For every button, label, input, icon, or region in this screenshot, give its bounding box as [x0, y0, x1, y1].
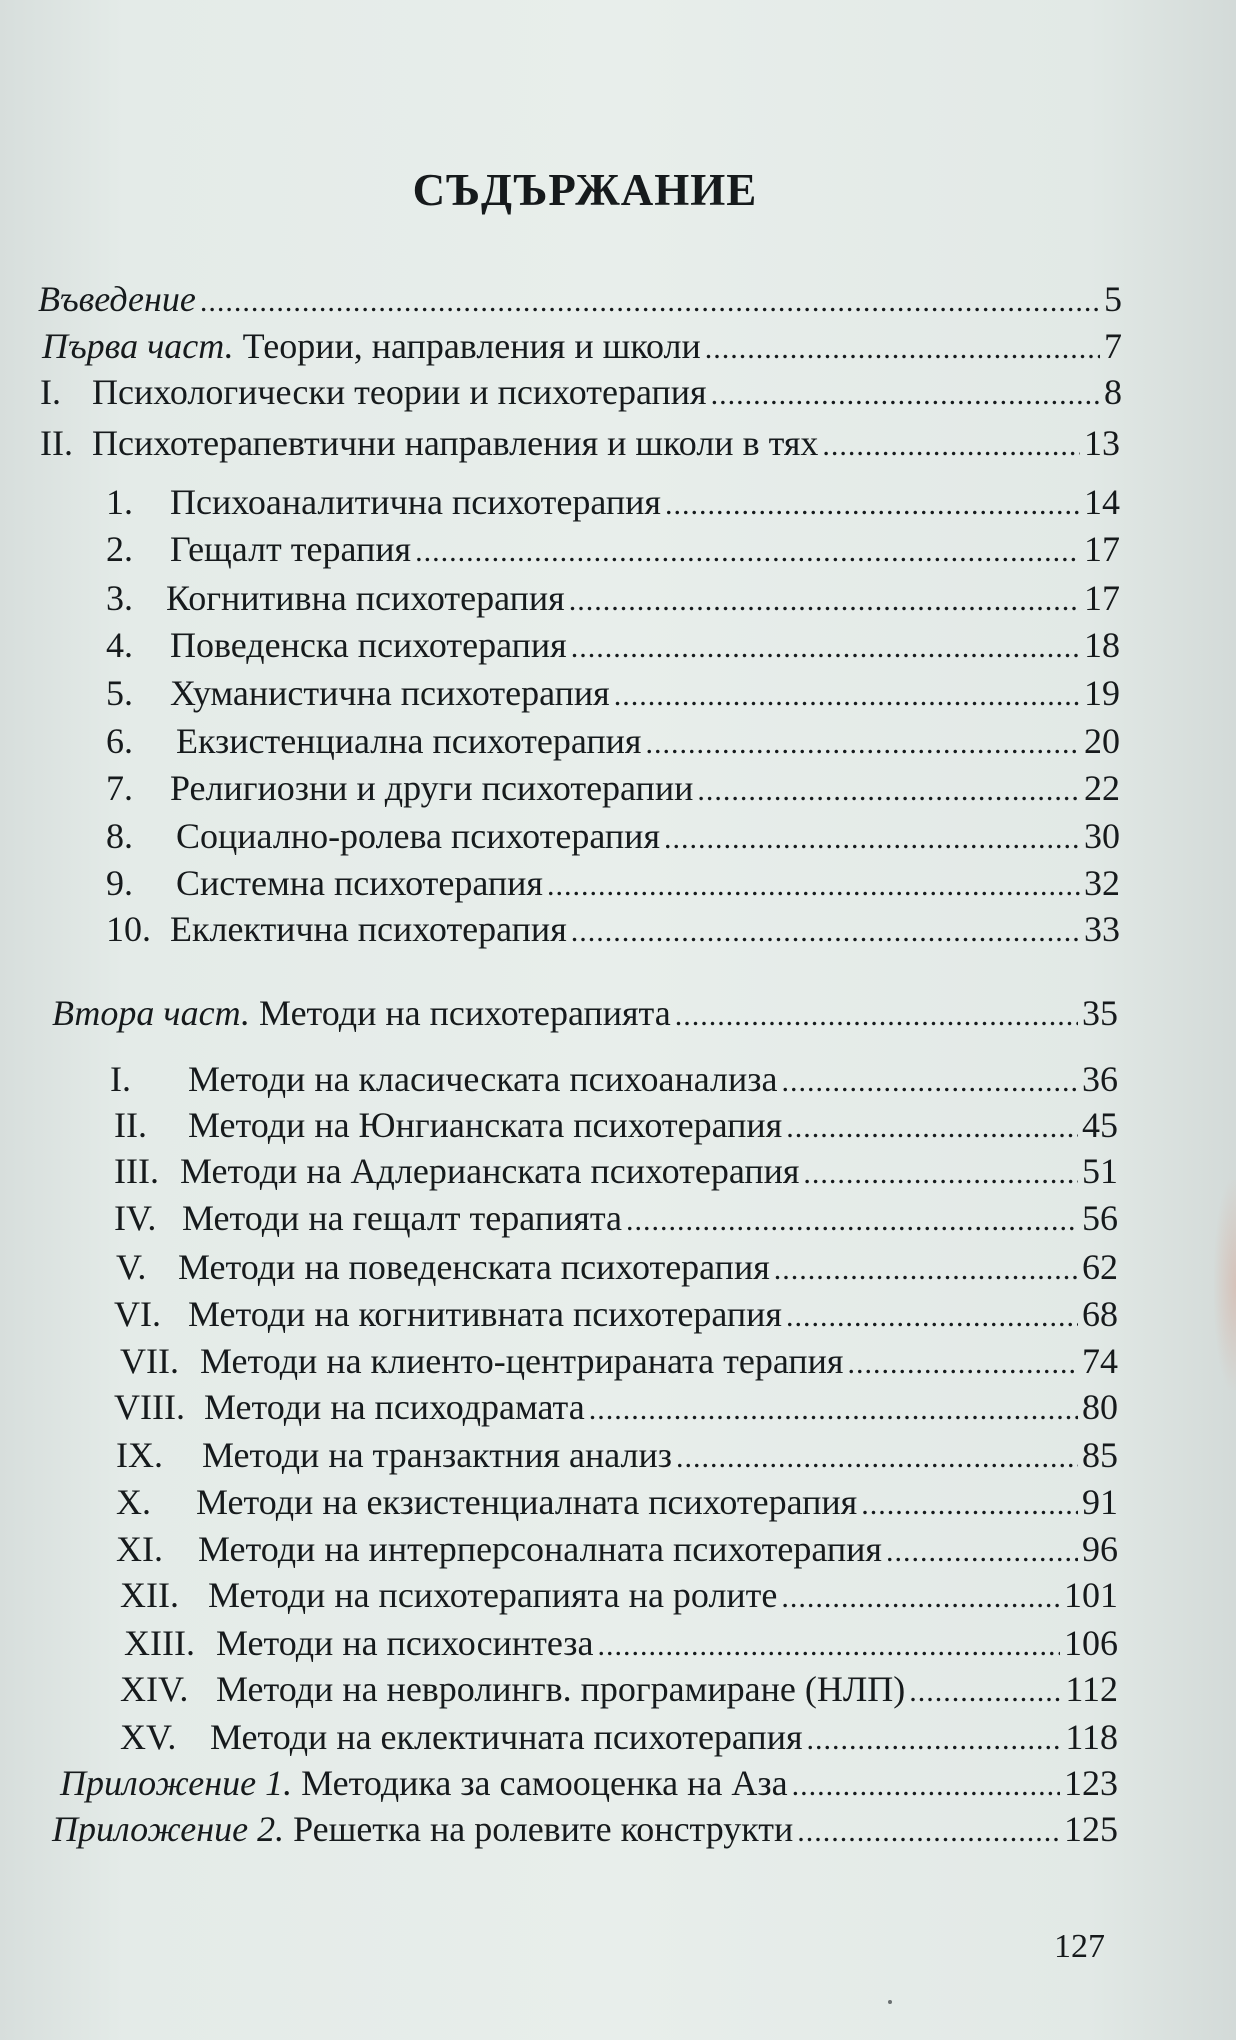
- spacer: [284, 1808, 293, 1850]
- toc-entry-number: XI.: [116, 1529, 163, 1569]
- toc-entry: [60, 1762, 1118, 1807]
- toc-entry: [114, 1293, 1118, 1338]
- toc-entry-title: Методи на психотерапията: [259, 993, 671, 1033]
- dot-leader: [803, 1153, 1078, 1195]
- toc-entry-title: Религиозни и други психотерапии: [170, 768, 694, 808]
- toc-entry: [116, 1434, 1118, 1479]
- toc-entry-page: 17: [1084, 578, 1120, 618]
- dot-leader: [861, 1484, 1078, 1526]
- spacer: [234, 325, 243, 367]
- toc-entry-number: III.: [114, 1151, 159, 1191]
- toc-entry-title: Методи на Юнгианската психотерапия: [188, 1105, 783, 1145]
- dot-leader: [781, 1577, 1060, 1619]
- toc-entry-page: 36: [1082, 1059, 1118, 1099]
- toc-entry: [40, 422, 1120, 467]
- toc-entry-title: Психоаналитична психотерапия: [170, 482, 661, 522]
- dot-leader: [822, 425, 1080, 467]
- toc-entry-number: 4.: [106, 625, 133, 665]
- dot-leader: [786, 1296, 1078, 1338]
- toc-entry: [114, 1386, 1118, 1431]
- dot-leader: [415, 531, 1080, 573]
- dot-leader: [626, 1200, 1078, 1242]
- toc-entry-number: X.: [116, 1482, 151, 1522]
- page-title: СЪДЪРЖАНИЕ: [412, 165, 758, 215]
- dot-leader: [645, 723, 1080, 765]
- toc-entry-page: 13: [1084, 423, 1120, 463]
- toc-entry-page: 45: [1082, 1105, 1118, 1145]
- toc-entry-title: Системна психотерапия: [176, 863, 543, 903]
- dot-leader: [571, 627, 1080, 669]
- toc-entry-title: Психологически теории и психотерапия: [92, 372, 707, 412]
- toc-entry: [116, 1481, 1118, 1526]
- toc-entry-page: 22: [1084, 768, 1120, 808]
- toc-entry-number: I.: [110, 1059, 131, 1099]
- toc-entry-title: Методи на невролингв. програмиране (НЛП): [216, 1669, 906, 1709]
- toc-entry-page: 118: [1065, 1717, 1118, 1757]
- toc-entry: [106, 862, 1120, 907]
- toc-entry-title: Методи на психосинтеза: [216, 1623, 594, 1663]
- dot-leader: [792, 1765, 1060, 1807]
- dot-leader: [711, 374, 1100, 416]
- toc-entry-part-label: Приложение 2.: [52, 1809, 285, 1849]
- toc-entry-page: 101: [1064, 1575, 1118, 1615]
- toc-entry-part-label: Приложение 1.: [60, 1763, 293, 1803]
- toc-entry-number: VII.: [120, 1341, 179, 1381]
- dot-leader: [589, 1389, 1078, 1431]
- toc-entry-title: Методи на Адлерианската психотерапия: [180, 1151, 800, 1191]
- dot-leader: [676, 1437, 1078, 1479]
- toc-entry-page: 32: [1084, 863, 1120, 903]
- toc-entry: [106, 624, 1120, 669]
- toc-entry-page: 56: [1082, 1198, 1118, 1238]
- dot-leader: [571, 911, 1080, 953]
- toc-entry-number: 1.: [106, 482, 133, 522]
- spacer: [292, 1762, 301, 1804]
- toc-entry-number: 3.: [106, 578, 133, 618]
- toc-entry-title: Поведенска психотерапия: [170, 625, 567, 665]
- toc-entry-title: Методи на еклектичната психотерапия: [210, 1717, 803, 1757]
- dot-leader: [909, 1671, 1061, 1713]
- toc-entry-title: Методи на транзактния анализ: [202, 1435, 673, 1475]
- toc-entry-page: 51: [1082, 1151, 1118, 1191]
- toc-entry-page: 20: [1084, 721, 1120, 761]
- dot-leader: [614, 675, 1080, 717]
- toc-entry-page: 85: [1082, 1435, 1118, 1475]
- toc-entry-page: 19: [1084, 673, 1120, 713]
- toc-entry-number: 8.: [106, 816, 133, 856]
- toc-entry-page: 125: [1064, 1809, 1118, 1849]
- toc-entry: [114, 1197, 1118, 1242]
- toc-entry-page: 14: [1084, 482, 1120, 522]
- dot-leader: [807, 1719, 1062, 1761]
- toc-entry-title: Методи на поведенската психотерапия: [178, 1247, 770, 1287]
- toc-entry-title: Социално-ролева психотерапия: [176, 816, 660, 856]
- toc-entry-number: XIII.: [124, 1623, 195, 1663]
- toc-entry-page: 17: [1084, 529, 1120, 569]
- toc-entry: [116, 1528, 1118, 1573]
- toc-entry-page: 7: [1104, 326, 1122, 366]
- toc-entry: [38, 278, 1122, 323]
- page-edge-shadow: [1214, 1180, 1236, 1390]
- toc-entry: [52, 992, 1118, 1037]
- toc-entry-number: VIII.: [114, 1387, 185, 1427]
- toc-entry-number: XV.: [120, 1717, 177, 1757]
- toc-entry-page: 74: [1082, 1341, 1118, 1381]
- toc-entry: [106, 577, 1120, 622]
- toc-entry-number: 5.: [106, 673, 133, 713]
- toc-entry-part-label: Втора част.: [52, 993, 251, 1033]
- dot-leader: [597, 1625, 1060, 1667]
- dot-leader: [797, 1811, 1060, 1853]
- toc-entry-page: 62: [1082, 1247, 1118, 1287]
- dot-leader: [847, 1343, 1078, 1385]
- toc-entry-page: 96: [1082, 1529, 1118, 1569]
- toc-entry-number: 7.: [106, 768, 133, 808]
- dot-leader: [781, 1061, 1078, 1103]
- toc-entry-number: II.: [40, 423, 73, 463]
- toc-entry-page: 106: [1064, 1623, 1118, 1663]
- toc-entry-number: VI.: [114, 1294, 161, 1334]
- dot-leader: [786, 1107, 1078, 1149]
- toc-entry-number: 9.: [106, 863, 133, 903]
- toc-entry-title: Методика за самооценка на Аза: [301, 1763, 788, 1803]
- toc-entry: [106, 767, 1120, 812]
- toc-entry-title: Методи на клиенто-центрираната терапия: [200, 1341, 844, 1381]
- toc-entry: [106, 528, 1120, 573]
- toc-entry: [106, 672, 1120, 717]
- toc-entry: [120, 1340, 1118, 1385]
- toc-entry-page: 18: [1084, 625, 1120, 665]
- toc-entry-title: Методи на психодрамата: [204, 1387, 585, 1427]
- toc-entry: [106, 815, 1120, 860]
- toc-entry-title: Гещалт терапия: [170, 529, 412, 569]
- toc-entry-title: Методи на интерперсоналната психотерапия: [198, 1529, 882, 1569]
- toc-entry-title: Когнитивна психотерапия: [166, 578, 565, 618]
- dot-leader: [774, 1249, 1078, 1291]
- dot-leader: [547, 865, 1080, 907]
- toc-entry-page: 123: [1064, 1763, 1118, 1803]
- dot-leader: [675, 995, 1078, 1037]
- toc-entry-title: Теории, направления и школи: [242, 326, 701, 366]
- toc-entry-title: Методи на гещалт терапията: [182, 1198, 622, 1238]
- toc-entry-page: 8: [1104, 372, 1122, 412]
- toc-entry-number: 2.: [106, 529, 133, 569]
- toc-entry-page: 30: [1084, 816, 1120, 856]
- toc-entry: [106, 720, 1120, 765]
- toc-entry: [124, 1622, 1118, 1667]
- toc-entry-title: Еклектична психотерапия: [170, 909, 567, 949]
- toc-entry-page: 112: [1065, 1669, 1118, 1709]
- toc-entry: [52, 1808, 1118, 1853]
- toc-entry-number: XIV.: [120, 1669, 189, 1709]
- spacer: [250, 992, 259, 1034]
- toc-entry-title: Решетка на ролевите конструкти: [293, 1809, 794, 1849]
- dot-leader: [200, 281, 1100, 323]
- toc-entry-title: Методи на когнитивната психотерапия: [188, 1294, 782, 1334]
- paper-speck: [888, 2000, 892, 2004]
- toc-entry: [40, 371, 1122, 416]
- toc-entry: [106, 908, 1120, 953]
- toc-entry-part-label: Първа част.: [42, 326, 234, 366]
- toc-entry-page: 33: [1084, 909, 1120, 949]
- toc-entry-title: Психотерапевтични направления и школи в тях: [92, 423, 819, 463]
- toc-entry-page: 80: [1082, 1387, 1118, 1427]
- dot-leader: [705, 328, 1100, 370]
- dot-leader: [569, 580, 1080, 622]
- toc-entry: [110, 1058, 1118, 1103]
- toc-entry-page: 35: [1082, 993, 1118, 1033]
- toc-entry-number: IX.: [116, 1435, 163, 1475]
- toc-entry-part-label: Въведение: [38, 279, 196, 319]
- toc-entry-number: V.: [116, 1247, 147, 1287]
- toc-entry-title: Методи на класическата психоанализа: [188, 1059, 778, 1099]
- dot-leader: [886, 1531, 1078, 1573]
- toc-entry: [114, 1150, 1118, 1195]
- dot-leader: [697, 770, 1080, 812]
- toc-entry-number: 10.: [106, 909, 151, 949]
- toc-entry-number: 6.: [106, 721, 133, 761]
- toc-entry-number: II.: [114, 1105, 147, 1145]
- toc-entry: [106, 481, 1120, 526]
- toc-entry-title: Методи на екзистенциалната психотерапия: [196, 1482, 858, 1522]
- toc-entry: [114, 1104, 1118, 1149]
- toc-entry: [120, 1716, 1118, 1761]
- toc-entry: [120, 1668, 1118, 1713]
- toc-entry-title: Екзистенциална психотерапия: [176, 721, 642, 761]
- dot-leader: [665, 484, 1080, 526]
- toc-entry-title: Методи на психотерапията на ролите: [208, 1575, 778, 1615]
- toc-entry-page: 68: [1082, 1294, 1118, 1334]
- page-number: 127: [1054, 1928, 1105, 1965]
- toc-entry-page: 5: [1104, 279, 1122, 319]
- dot-leader: [664, 818, 1080, 860]
- toc-entry: [116, 1246, 1118, 1291]
- toc-entry-number: XII.: [120, 1575, 179, 1615]
- toc-entry-number: I.: [40, 372, 61, 412]
- toc-entry: [120, 1574, 1118, 1619]
- toc-entry-number: IV.: [114, 1198, 157, 1238]
- toc-entry-page: 91: [1082, 1482, 1118, 1522]
- toc-entry: [42, 325, 1122, 370]
- toc-entry-title: Хуманистична психотерапия: [170, 673, 610, 713]
